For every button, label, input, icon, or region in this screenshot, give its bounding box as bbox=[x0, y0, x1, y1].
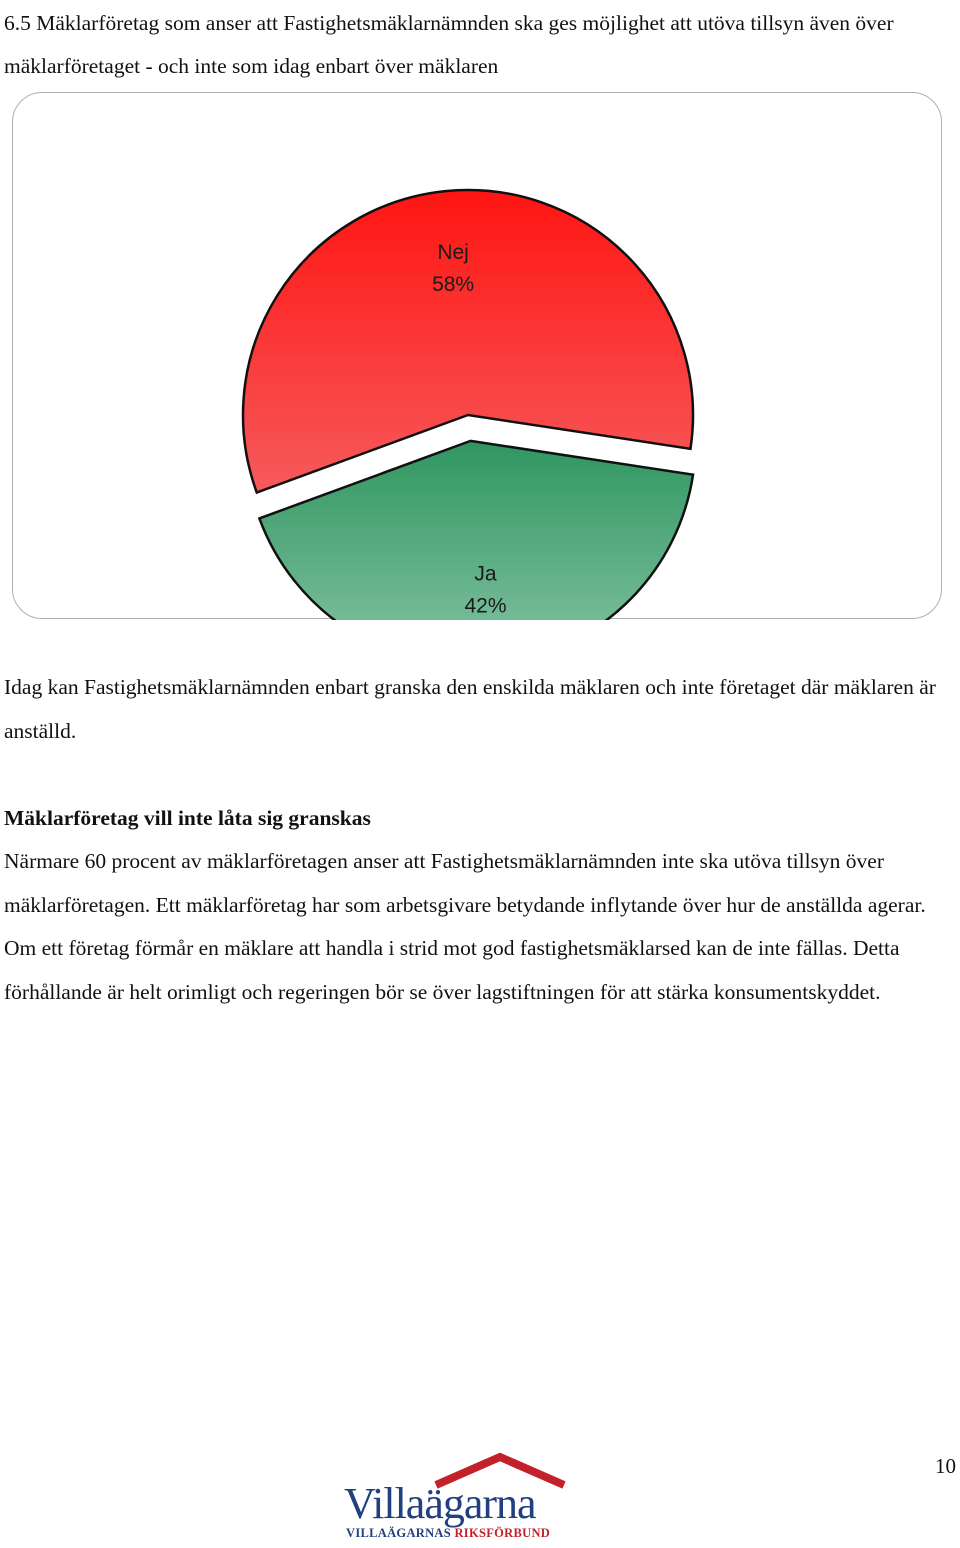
pie-chart bbox=[13, 93, 943, 620]
intro-paragraph: Idag kan Fastighetsmäklarnämnden enbart granska den enskilda mäklaren och inte företaget där mäklaren är anställd. bbox=[4, 675, 936, 743]
logo-subtitle-part-2: RIKSFÖRBUND bbox=[454, 1526, 551, 1540]
logo-subtitle-part-1: VILLAÄGARNAS bbox=[346, 1526, 452, 1540]
pie-label-nej: Nej bbox=[437, 241, 469, 265]
logo-subtitle bbox=[346, 1526, 586, 1541]
section-subheading: Mäklarföretag vill inte låta sig granskas bbox=[4, 806, 371, 830]
pie-value-nej: 58% bbox=[432, 273, 475, 297]
body-paragraph: Närmare 60 procent av mäklarföretagen anser att Fastighetsmäklarnämnden inte ska utöva tillsyn över mäklarföretagen. Ett mäklarföretag har som arbetsgivare betydande inflytande över hur de anställda agerar. Om ett företag förmår en mäklare att handla i strid mot god fastighetsmäklarsed kan de inte fällas. Detta förhållande är helt orimligt och regeringen bör se över lagstiftningen för att stärka konsumentskyddet. bbox=[4, 849, 926, 1004]
pie-label-ja: Ja bbox=[474, 562, 497, 586]
pie-chart-frame bbox=[12, 92, 942, 619]
pie-value-ja: 42% bbox=[464, 594, 507, 618]
page-number: 10 bbox=[935, 1454, 956, 1478]
villaagarna-logo bbox=[340, 1452, 590, 1546]
logo-name: Villaägarna bbox=[344, 1479, 536, 1528]
page-heading: 6.5 Mäklarföretag som anser att Fastighetsmäklarnämnden ska ges möjlighet att utöva tillsyn även över mäklarföretaget - och inte som idag enbart över mäklaren bbox=[4, 11, 894, 78]
